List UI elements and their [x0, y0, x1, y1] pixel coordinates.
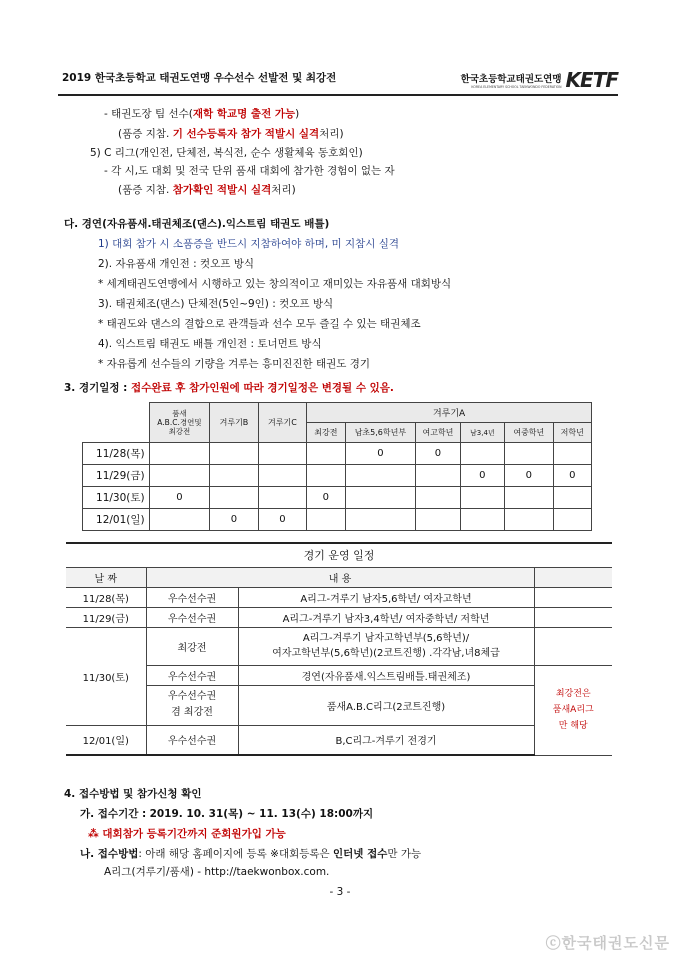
- cell: [460, 487, 504, 509]
- header-line: A.B.C.경연및: [157, 418, 202, 427]
- sub-col: 저학년: [553, 423, 591, 443]
- logo-text: [461, 71, 562, 89]
- cell: 0: [149, 487, 210, 509]
- top-line-4: - 각 시,도 대회 및 전국 단위 품새 대회에 참가한 경험이 없는 자: [104, 165, 395, 177]
- highlight: 기 선수등록자 참가 적발시 실격: [172, 128, 320, 140]
- table-row: [66, 607, 612, 627]
- row-date: 11/30(토): [83, 487, 150, 509]
- row-kind: 최강전: [146, 627, 238, 665]
- cell: [460, 443, 504, 465]
- cell: [416, 465, 460, 487]
- kind-line: 겸 최강전: [171, 707, 213, 718]
- highlight: 참가확인 적발시 실격: [172, 184, 272, 196]
- note-line: 만 해당: [558, 721, 588, 731]
- cell: [149, 443, 210, 465]
- cell: [210, 465, 258, 487]
- row-date: 11/28(목): [66, 587, 146, 607]
- cell: [307, 465, 345, 487]
- cell: [210, 487, 258, 509]
- sub-col: 남3,4년: [460, 423, 504, 443]
- text: 처리): [271, 184, 296, 196]
- cell: [345, 465, 416, 487]
- warning-line: [88, 826, 286, 841]
- header-line: 품새: [172, 409, 187, 418]
- value: 만 가능: [387, 848, 422, 860]
- cell: [553, 443, 591, 465]
- cell: [307, 509, 345, 531]
- table-row: [66, 587, 612, 607]
- watermark: ⓒ한국태권도신문: [545, 934, 670, 952]
- reception-period: [80, 806, 373, 821]
- cell: [210, 443, 258, 465]
- row-kind: [146, 685, 238, 725]
- section-3-title: [64, 380, 394, 395]
- da-line-5: * 태권도와 댄스의 결합으로 관객들과 선수 모두 즐길 수 있는 태권체조: [98, 318, 421, 330]
- content-line: 여자고학년부(5,6학년)(2코트진행) .각각남,녀8체급: [272, 648, 500, 659]
- cell: 0: [307, 487, 345, 509]
- cell: 0: [505, 465, 553, 487]
- top-line-3: 5) C 리그(개인전, 단체전, 복식전, 순수 생활체육 동호회인): [90, 147, 363, 159]
- row-note: [534, 627, 612, 665]
- note-line: 최강전은: [555, 689, 591, 699]
- row-date: 12/01(일): [66, 725, 146, 755]
- row-content: 경연(자유품새.익스트림배틀.태권체조): [238, 665, 534, 685]
- row-content: A리그-겨루기 남자3,4학년/ 여자중학년/ 저학년: [238, 607, 534, 627]
- row-kind: 우수선수권: [146, 725, 238, 755]
- table-row: [83, 465, 592, 487]
- reception-method: [80, 846, 421, 861]
- row-date: 11/30(토): [66, 627, 146, 725]
- value-bold: 인터넷 접수: [333, 848, 388, 860]
- sub-col: 여중학년: [505, 423, 553, 443]
- value: : 아래 해당 홈페이지에 등록 ※대회등록은: [138, 848, 330, 860]
- row-content: A리그-겨루기 남자5,6학년/ 여자고학년: [238, 587, 534, 607]
- cell: [460, 509, 504, 531]
- cell: 0: [553, 465, 591, 487]
- logo-english: KOREA ELEMENTARY SCHOOL TAEKWONDO FEDERATION: [471, 85, 562, 89]
- corner-cell: [83, 403, 150, 443]
- label: 가. 접수기간 :: [80, 808, 147, 820]
- col-kyorugi-c: 겨루기C: [258, 403, 306, 443]
- row-note: [534, 587, 612, 607]
- row-date: 11/29(금): [83, 465, 150, 487]
- text: (품증 지참.: [118, 184, 170, 196]
- table-row: [83, 487, 592, 509]
- cell: [416, 509, 460, 531]
- head-note: [534, 567, 612, 587]
- section-da-title: 다. 경연(자유품새.태권체조(댄스).익스트림 태권도 배틀): [64, 218, 330, 230]
- cell: 0: [416, 443, 460, 465]
- cell: [553, 509, 591, 531]
- text: 3. 경기일정 :: [64, 382, 128, 394]
- header-title: 2019 한국초등학교 태권도연맹 우수선수 선발전 및 최강전: [62, 72, 337, 84]
- ops-title: 경기 운영 일정: [66, 543, 612, 567]
- cell: 0: [258, 509, 306, 531]
- cell: [307, 443, 345, 465]
- da-line-4: 3). 태권체조(댄스) 단체전(5인~9인) : 컷오프 방식: [98, 298, 334, 310]
- row-note: [534, 607, 612, 627]
- da-line-3: * 세계태권도연맹에서 시행하고 있는 창의적이고 재미있는 자유품새 대회방식: [98, 278, 452, 290]
- ops-title-row: [66, 543, 612, 567]
- da-line-2: 2). 자유품새 개인전 : 컷오프 방식: [98, 258, 255, 270]
- cell: [553, 487, 591, 509]
- text: - 태권도장 팀 선수(: [104, 108, 193, 120]
- da-line-6: 4). 익스트림 태권도 배틀 개인전 : 토너먼트 방식: [98, 338, 322, 350]
- sub-col: 여고학년: [416, 423, 460, 443]
- federation-logo: [461, 68, 618, 92]
- value: 2019. 10. 31(목) ~ 11. 13(수) 18:00까지: [149, 808, 374, 820]
- table-row: [83, 509, 592, 531]
- page-number: - 3 -: [329, 886, 351, 898]
- row-date: 11/28(목): [83, 443, 150, 465]
- cell: [416, 487, 460, 509]
- cell: [258, 465, 306, 487]
- schedule-table: [82, 402, 592, 531]
- sub-col: 최강전: [307, 423, 345, 443]
- col-poomsae: [149, 403, 210, 443]
- table-row: [66, 665, 612, 685]
- cell: [505, 443, 553, 465]
- logo-korean: 한국초등학교태권도연맹: [460, 74, 562, 85]
- text: 처리): [319, 128, 344, 140]
- cell: 0: [460, 465, 504, 487]
- row-date: 11/29(금): [66, 607, 146, 627]
- table-row: [83, 443, 592, 465]
- cell: 0: [345, 443, 416, 465]
- page-header: [58, 64, 618, 98]
- cell: [258, 443, 306, 465]
- row-content: 품새A.B.C리그(2코트진행): [238, 685, 534, 725]
- head-content: 내 용: [146, 567, 534, 587]
- head-date: 날 짜: [66, 567, 146, 587]
- da-line-1: 1) 대회 참가 시 소품증을 반드시 지참하여야 하며, 미 지참시 실격: [98, 238, 400, 250]
- label: 나. 접수방법: [80, 848, 139, 860]
- section-4-title: 4. 접수방법 및 참가신청 확인: [64, 788, 202, 800]
- text: ): [295, 108, 300, 120]
- logo-mark: KETF: [565, 68, 618, 92]
- table-row: [66, 685, 612, 725]
- row-note: [534, 665, 612, 755]
- cell: [345, 487, 416, 509]
- top-line-1: [104, 106, 299, 121]
- cell: [149, 465, 210, 487]
- note-line: 품새A리그: [552, 705, 594, 715]
- warning-text: 대회참가 등록기간까지 준회원가입 가능: [102, 828, 286, 840]
- row-date: 12/01(일): [83, 509, 150, 531]
- cell: [505, 487, 553, 509]
- url-line: A리그(겨루기/품새) - http://taekwonbox.com.: [104, 866, 330, 878]
- cell: [149, 509, 210, 531]
- header-rule: [58, 94, 618, 96]
- table-row: [66, 627, 612, 665]
- highlight: 재학 학교명 출전 가능: [192, 108, 296, 120]
- text: (품증 지참.: [118, 128, 170, 140]
- sub-col: 남초5,6학년부: [345, 423, 416, 443]
- table-row: [66, 725, 612, 755]
- content-line: A리그-겨루기 남자고학년부(5,6학년)/: [302, 633, 470, 644]
- col-kyorugi-a: 겨루기A: [307, 403, 592, 423]
- kind-line: 우수선수권: [167, 691, 217, 702]
- row-kind: 우수선수권: [146, 665, 238, 685]
- cell: [258, 487, 306, 509]
- cell: 0: [210, 509, 258, 531]
- row-kind: 우수선수권: [146, 607, 238, 627]
- col-kyorugi-b: 겨루기B: [210, 403, 258, 443]
- row-content: B,C리그-겨루기 전경기: [238, 725, 534, 755]
- da-line-7: * 자유롭게 선수들의 기량을 겨루는 흥미진진한 태권도 경기: [98, 358, 371, 370]
- cell: [505, 509, 553, 531]
- row-content: [238, 627, 534, 665]
- top-line-2: [118, 126, 344, 141]
- operations-table: [66, 542, 612, 756]
- header-line: 최강전: [168, 427, 191, 436]
- row-kind: 우수선수권: [146, 587, 238, 607]
- warning-icon: ⁂: [88, 828, 99, 840]
- cell: [345, 509, 416, 531]
- top-line-5: [118, 182, 296, 197]
- highlight: 접수완료 후 참가인원에 따라 경기일정은 변경될 수 있음.: [131, 382, 394, 394]
- ops-head-row: [66, 567, 612, 587]
